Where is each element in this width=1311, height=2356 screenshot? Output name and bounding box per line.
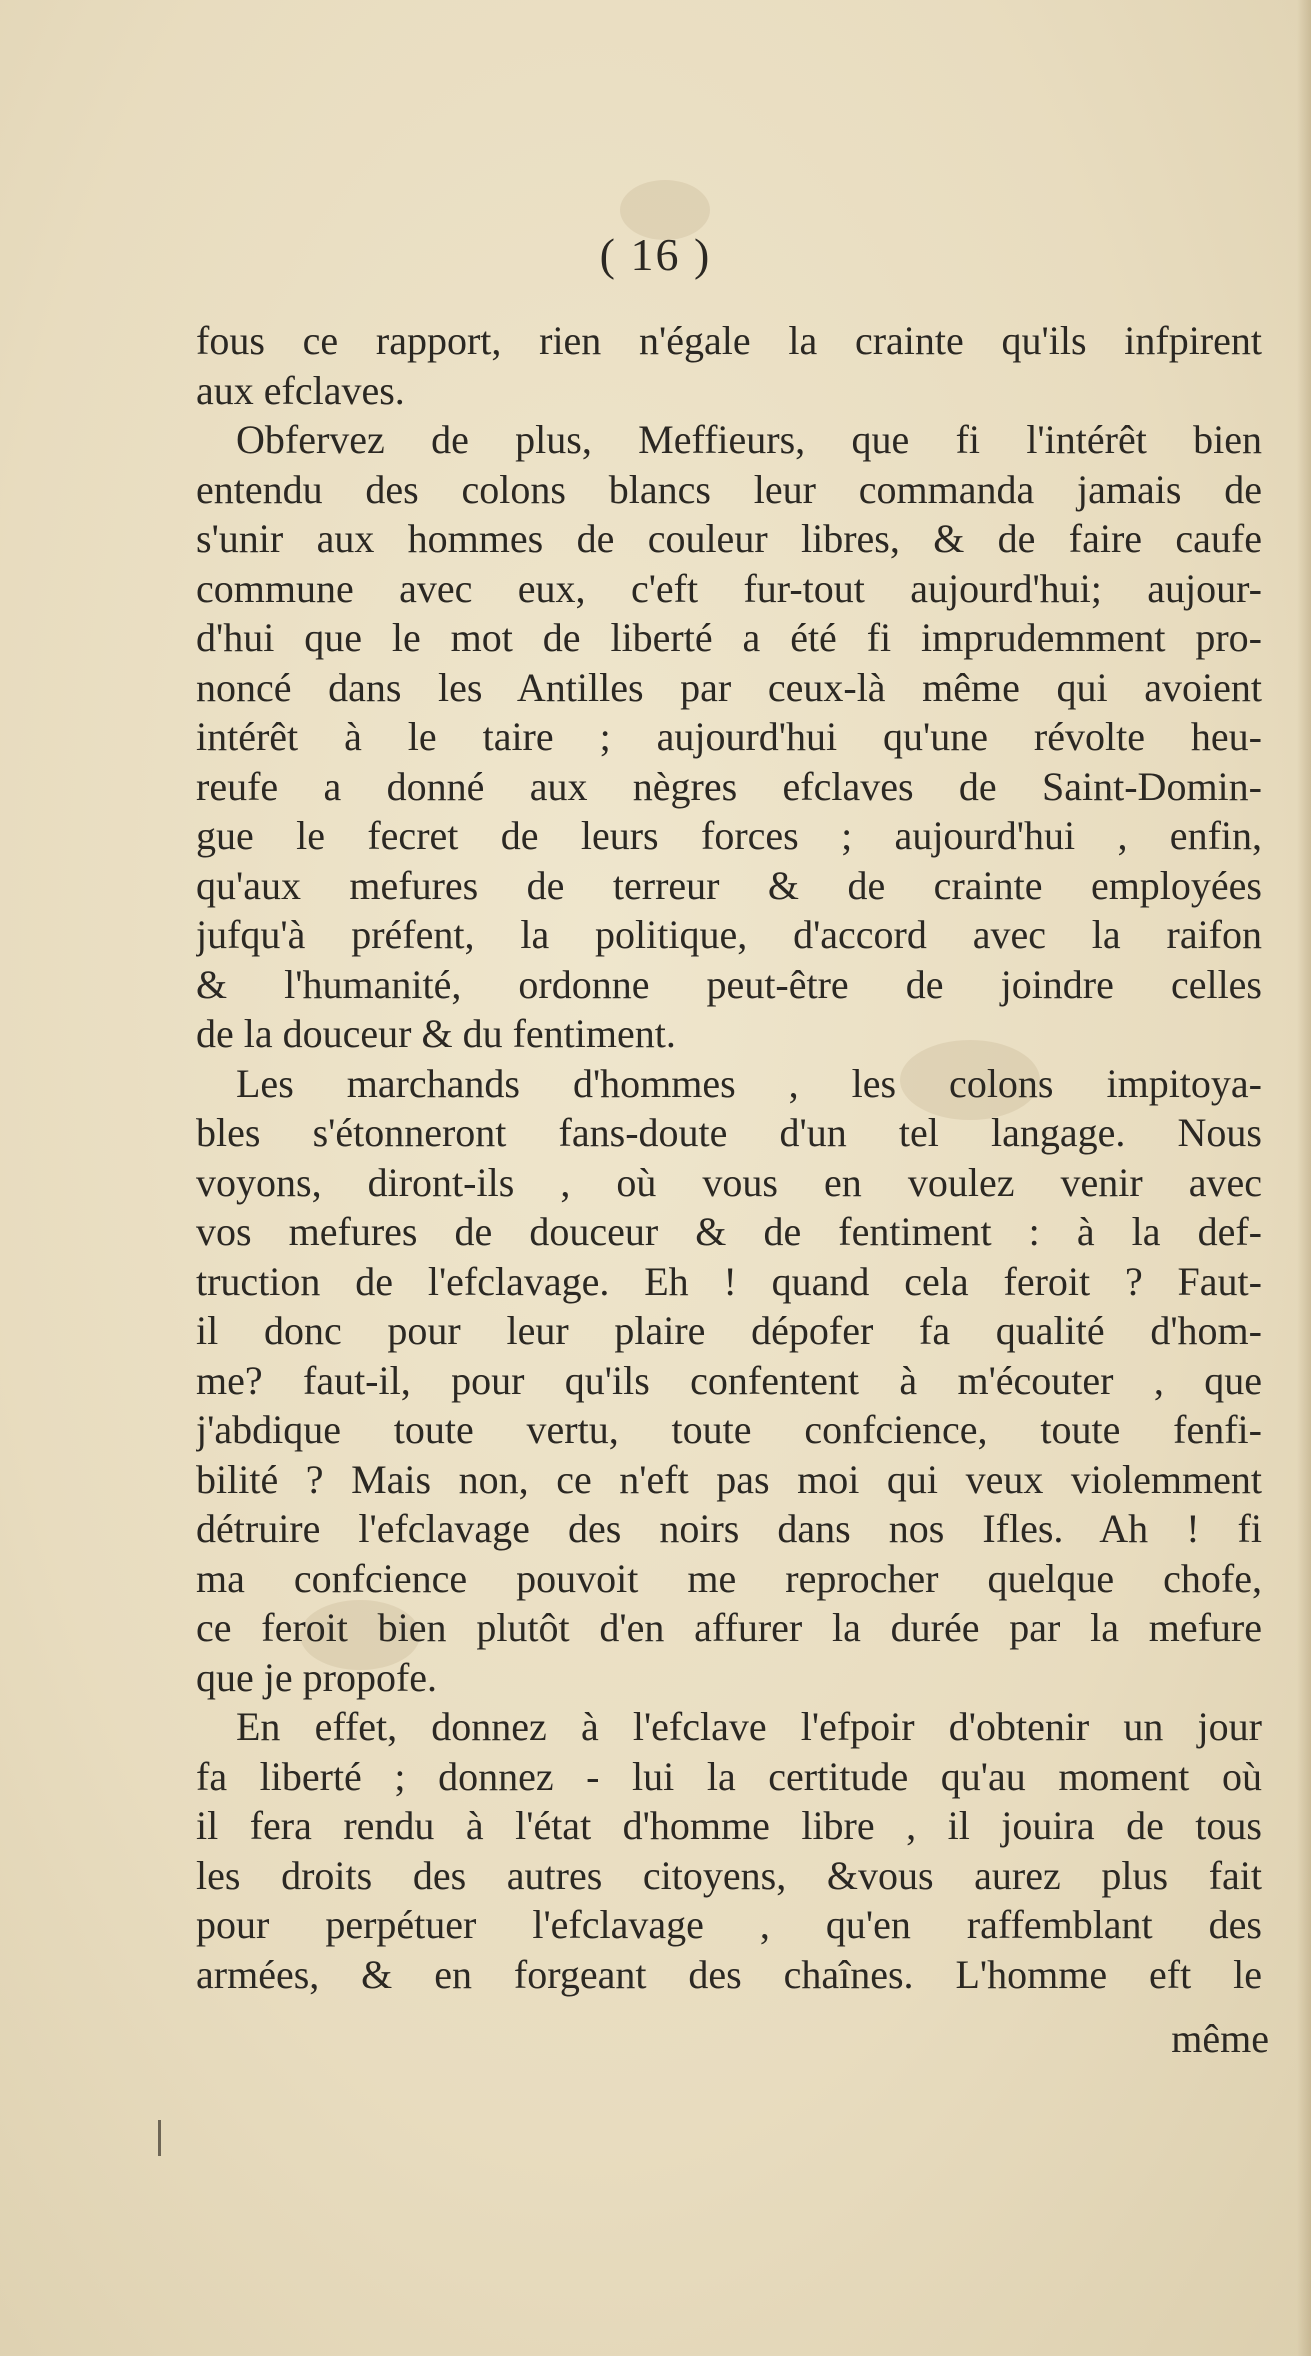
catchword: même xyxy=(1171,2016,1269,2061)
text-line: jufqu'à préfent, la politique, d'accord avec la raifon xyxy=(196,912,1262,957)
text-line: aux efclaves. xyxy=(196,367,405,413)
text-line: qu'aux mefures de terreur & de crainte employées xyxy=(196,862,1262,908)
text-line: que je propofe. xyxy=(196,1654,438,1700)
text-line: il fera rendu à l'état d'homme libre , il jouira de tous xyxy=(196,1803,1262,1848)
text-line: ma confcience pouvoit me reprocher quelque chofe, xyxy=(196,1555,1262,1601)
page-number: ( 16 ) xyxy=(599,229,712,280)
text-line: vos mefures de douceur & de fentiment : à la def- xyxy=(196,1209,1262,1254)
text-line: fous ce rapport, rien n'égale la crainte qu'ils infpirent xyxy=(196,318,1262,363)
text-line: détruire l'efclavage des noirs dans nos Ifles. Ah ! fi xyxy=(196,1506,1262,1551)
text-line: me? faut-il, pour qu'ils confentent à m'écouter , que xyxy=(196,1357,1262,1403)
text-line: Les marchands d'hommes , les colons impitoya- xyxy=(236,1060,1262,1106)
text-line: commune avec eux, c'eft fur-tout aujourd'hui; aujour- xyxy=(196,565,1262,611)
text-line: j'abdique toute vertu, toute confcience, toute fenfi- xyxy=(196,1407,1262,1452)
text-line: & l'humanité, ordonne peut-être de joindre celles xyxy=(196,961,1262,1007)
text-line: En effet, donnez à l'efclave l'efpoir d'obtenir un jour xyxy=(236,1704,1262,1749)
text-line: de la douceur & du fentiment. xyxy=(196,1011,676,1056)
text-line: bilité ? Mais non, ce n'eft pas moi qui veux violemment xyxy=(196,1456,1262,1502)
text-line: il donc pour leur plaire dépofer fa qualité d'hom- xyxy=(196,1308,1262,1353)
text-line: entendu des colons blancs leur commanda jamais de xyxy=(196,466,1262,512)
text-line: truction de l'efclavage. Eh ! quand cela feroit ? Faut- xyxy=(196,1258,1262,1304)
text-line: s'unir aux hommes de couleur libres, & de faire caufe xyxy=(196,516,1262,561)
text-line: pour perpétuer l'efclavage , qu'en raffemblant des xyxy=(196,1902,1262,1947)
text-line: intérêt à le taire ; aujourd'hui qu'une révolte heu- xyxy=(196,714,1262,759)
text-line: reufe a donné aux nègres efclaves de Saint-Domin- xyxy=(196,763,1262,809)
body-text xyxy=(196,316,1262,1999)
text-line: ce feroit bien plutôt d'en affurer la durée par la mefure xyxy=(196,1605,1262,1650)
text-line: Obfervez de plus, Meffieurs, que fi l'intérêt bien xyxy=(236,417,1262,462)
text-line: voyons, diront-ils , où vous en voulez venir avec xyxy=(196,1159,1262,1205)
text-line: bles s'étonneront fans-doute d'un tel langage. Nous xyxy=(196,1110,1262,1155)
text-line: armées, & en forgeant des chaînes. L'homme eft le xyxy=(196,1951,1262,1997)
text-line: noncé dans les Antilles par ceux-là même qui avoient xyxy=(196,664,1262,710)
page-edge xyxy=(1297,0,1311,2356)
text-line: les droits des autres citoyens, &vous aurez plus fait xyxy=(196,1852,1262,1898)
text-line: gue le fecret de leurs forces ; aujourd'hui , enfin, xyxy=(196,813,1262,858)
text-line: d'hui que le mot de liberté a été fi imprudemment pro- xyxy=(196,615,1262,660)
text-line: fa liberté ; donnez - lui la certitude qu'au moment où xyxy=(196,1753,1262,1799)
margin-mark xyxy=(158,2120,161,2156)
